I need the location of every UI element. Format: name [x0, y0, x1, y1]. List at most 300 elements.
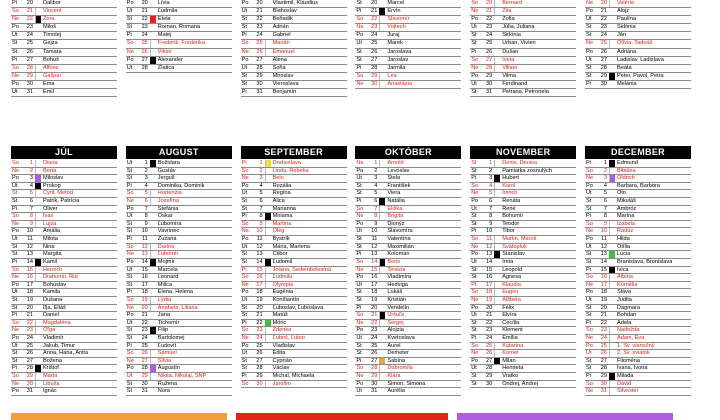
day-number: 8 — [259, 213, 263, 220]
weekday: Po — [12, 175, 19, 182]
nameday: Izabela — [616, 220, 636, 227]
nameday: Berta — [43, 167, 57, 174]
weekday: Pi — [356, 198, 362, 205]
day-number: 9 — [603, 220, 607, 227]
weekday: St — [471, 32, 477, 39]
day-marker — [265, 160, 271, 167]
legend-bar-red — [236, 413, 448, 420]
weekday: St — [241, 198, 247, 205]
day-row — [585, 282, 691, 290]
nameday: Cyril, Metod — [43, 190, 73, 197]
day-number: 14 — [141, 258, 148, 265]
day-row — [126, 358, 232, 366]
nameday: Hedviga — [387, 281, 408, 288]
day-marker — [150, 388, 156, 395]
day-row — [11, 24, 117, 32]
day-number: 21 — [26, 312, 33, 319]
day-marker — [35, 206, 41, 213]
weekday: Ut — [356, 335, 362, 342]
day-row — [585, 305, 691, 313]
nameday: Vladimír — [43, 335, 64, 342]
weekday: Pi — [126, 236, 132, 243]
month-column — [470, 146, 576, 396]
day-number: 30 — [485, 380, 493, 387]
weekday: Št — [356, 56, 362, 63]
nameday: Nina — [43, 243, 55, 250]
day-number: 30 — [600, 380, 607, 387]
day-marker — [494, 213, 500, 220]
day-marker — [35, 236, 41, 243]
day-row — [241, 73, 347, 81]
day-marker — [379, 160, 385, 167]
day-marker — [265, 267, 271, 274]
day-number: 27 — [256, 357, 263, 364]
nameday: Alena — [272, 56, 287, 63]
day-row — [355, 198, 461, 206]
nameday: Ondrej, Andrej — [502, 380, 538, 387]
day-marker — [35, 327, 41, 334]
day-marker — [609, 160, 615, 167]
day-row — [241, 89, 347, 97]
weekday: Pi — [471, 228, 477, 235]
day-marker — [265, 183, 271, 190]
day-number: 17 — [485, 281, 493, 288]
month-header: NOVEMBER — [470, 146, 576, 159]
weekday: So — [126, 190, 134, 197]
day-number: 27 — [600, 357, 607, 364]
nameday: Jaroslava — [387, 48, 412, 55]
day-marker — [150, 8, 156, 15]
day-number: 20 — [371, 304, 378, 311]
weekday: Ut — [12, 236, 18, 243]
weekday: Št — [241, 205, 247, 212]
nameday: Anna, Hana, Anita — [43, 350, 89, 357]
nameday: Félix — [502, 304, 514, 311]
weekday: So — [241, 40, 249, 47]
day-number: 12 — [485, 243, 493, 250]
day-marker — [609, 168, 615, 175]
day-marker — [150, 206, 156, 213]
day-number: 30 — [141, 380, 148, 387]
month-header: SEPTEMBER — [241, 146, 347, 159]
nameday: Daniel — [43, 312, 59, 319]
day-marker — [379, 213, 385, 220]
nameday: Dobromila — [387, 365, 413, 372]
day-marker — [379, 183, 385, 190]
weekday: Pi — [126, 289, 132, 296]
weekday: St — [471, 160, 477, 166]
weekday: So — [356, 258, 364, 265]
nameday: Urban, Vivien — [502, 40, 536, 47]
weekday: Ne — [356, 24, 364, 31]
day-number: 16 — [141, 274, 148, 281]
nameday: Kornel — [502, 350, 519, 357]
nameday: Levoslav — [387, 167, 410, 174]
weekday: Ne — [356, 80, 364, 87]
nameday: Natália — [387, 198, 405, 205]
weekday: St — [241, 251, 247, 258]
nameday: Ľuboš, Ľubor — [272, 335, 306, 342]
day-row — [126, 24, 232, 32]
day-marker — [265, 190, 271, 197]
day-row — [11, 297, 117, 305]
day-number: 20 — [141, 304, 148, 311]
day-row — [241, 282, 347, 290]
weekday: Ut — [471, 258, 477, 265]
day-row — [355, 73, 461, 81]
weekday: Po — [12, 281, 19, 288]
weekday: Ne — [12, 327, 20, 334]
weekday: Pi — [241, 32, 247, 39]
weekday: Pi — [241, 319, 247, 326]
day-row — [585, 274, 691, 282]
weekday: Po — [585, 342, 593, 349]
nameday: Ervín — [387, 8, 401, 15]
day-row — [355, 259, 461, 267]
day-marker — [494, 32, 500, 39]
day-row — [470, 32, 576, 40]
nameday: Libuša — [43, 380, 60, 387]
day-row — [470, 305, 576, 313]
weekday: Ne — [241, 228, 249, 235]
day-row — [470, 343, 576, 351]
nameday: Peter, Pavol, Petra — [616, 72, 664, 79]
month-column — [11, 146, 117, 396]
day-number: 6 — [144, 198, 148, 205]
day-number: 20 — [26, 0, 33, 6]
nameday: Václav — [272, 365, 290, 372]
day-number: 1 — [489, 160, 493, 166]
day-row — [11, 282, 117, 290]
weekday: Po — [126, 205, 134, 212]
nameday: Kvetoslava — [387, 335, 415, 342]
day-row — [126, 327, 232, 335]
day-number: 18 — [371, 289, 378, 296]
nameday: Martin, Maroš — [502, 236, 537, 243]
day-row — [11, 358, 117, 366]
day-number: 15 — [256, 266, 263, 273]
day-marker — [494, 327, 500, 334]
day-marker — [494, 244, 500, 251]
nameday: Beáta — [616, 64, 632, 71]
weekday: Ne — [471, 190, 479, 197]
weekday: St — [471, 373, 477, 380]
day-number: 26 — [485, 48, 493, 55]
day-row — [585, 168, 691, 176]
day-row — [585, 365, 691, 373]
nameday: Jozefína — [157, 198, 179, 205]
day-row — [126, 320, 232, 328]
weekday: Pi — [241, 213, 247, 220]
nameday: Bernard — [502, 0, 523, 6]
nameday: Lukáš — [387, 289, 403, 296]
day-number: 27 — [600, 56, 607, 63]
weekday: Ut — [471, 205, 477, 212]
day-number: 5 — [374, 190, 378, 197]
day-marker — [150, 373, 156, 380]
nameday: Dušana — [43, 296, 63, 303]
nameday: Blahoslav — [272, 8, 297, 15]
weekday: Št — [241, 365, 247, 372]
day-row — [470, 350, 576, 358]
day-row — [241, 320, 347, 328]
nameday: Viera — [387, 190, 401, 197]
weekday: Št — [471, 167, 477, 174]
weekday: Ut — [585, 56, 592, 63]
day-marker — [379, 305, 385, 312]
day-marker — [609, 40, 615, 47]
day-marker — [150, 213, 156, 220]
day-marker — [494, 8, 500, 15]
day-marker — [150, 305, 156, 312]
day-number: 20 — [485, 0, 493, 6]
day-row — [585, 32, 691, 40]
day-row — [585, 183, 691, 191]
weekday: St — [241, 16, 247, 23]
nameday: Paulína — [616, 16, 636, 23]
weekday: Št — [12, 357, 18, 364]
nameday: Kamila — [43, 289, 61, 296]
nameday: Henrieta — [502, 365, 524, 372]
day-marker — [494, 320, 500, 327]
day-marker — [494, 190, 500, 197]
day-row — [11, 40, 117, 48]
day-marker — [609, 251, 615, 258]
day-number: 22 — [371, 319, 378, 326]
month-header: DECEMBER — [585, 146, 691, 159]
weekday: So — [471, 56, 479, 63]
nameday: Ferdinand — [502, 80, 528, 87]
day-number: 31 — [26, 388, 33, 395]
day-row — [470, 335, 576, 343]
day-number: 26 — [26, 350, 33, 357]
day-number: 27 — [485, 357, 493, 364]
day-row — [470, 381, 576, 389]
nameday: Margita — [43, 251, 62, 258]
day-row — [355, 289, 461, 297]
day-marker — [150, 40, 156, 47]
nameday: Gustáv — [157, 167, 176, 174]
nameday: Katarína — [502, 342, 524, 349]
weekday: Ut — [471, 24, 477, 31]
day-row — [585, 373, 691, 381]
day-number: 16 — [371, 274, 378, 281]
month-column — [585, 0, 691, 97]
day-number: 15 — [26, 266, 33, 273]
day-row — [241, 81, 347, 89]
day-row — [241, 16, 347, 24]
weekday: Ut — [471, 365, 477, 372]
month-header: OKTÓBER — [355, 146, 461, 159]
day-marker — [265, 8, 271, 15]
weekday: So — [12, 319, 19, 326]
day-row — [241, 24, 347, 32]
month-column — [470, 0, 576, 97]
day-row — [126, 282, 232, 290]
day-row — [355, 343, 461, 351]
weekday: Po — [241, 342, 249, 349]
day-row — [585, 335, 691, 343]
weekday: Pi — [585, 213, 591, 220]
day-marker — [494, 305, 500, 312]
day-number: 29 — [256, 373, 263, 380]
day-number: 18 — [26, 289, 33, 296]
nameday: Júlia, Juliana — [502, 24, 535, 31]
nameday: Etela — [157, 16, 171, 23]
day-number: 24 — [141, 32, 148, 39]
day-row — [470, 0, 576, 8]
day-row — [11, 73, 117, 81]
nameday: Marianna — [272, 205, 296, 212]
nameday: Michal, Michaela — [272, 373, 315, 380]
nameday: Lea — [387, 72, 397, 79]
day-number: 28 — [600, 64, 607, 71]
day-row — [355, 274, 461, 282]
day-number: 10 — [141, 228, 148, 235]
weekday: Po — [471, 198, 479, 205]
day-marker — [150, 343, 156, 350]
nameday: Soňa — [272, 64, 286, 71]
nameday: Milan — [502, 357, 516, 364]
day-number: 25 — [141, 40, 148, 47]
day-row — [241, 251, 347, 259]
day-number: 20 — [600, 304, 607, 311]
day-number: 10 — [485, 228, 493, 235]
nameday: Ladislav, Ladislava — [616, 56, 664, 63]
weekday: Pi — [471, 335, 477, 342]
weekday: St — [126, 274, 133, 281]
day-row — [355, 49, 461, 57]
day-row — [585, 388, 691, 396]
day-row — [355, 327, 461, 335]
day-marker — [150, 251, 156, 258]
day-marker — [35, 168, 41, 175]
day-row — [241, 373, 347, 381]
weekday: Št — [126, 228, 133, 235]
day-number: 22 — [141, 319, 148, 326]
day-marker — [265, 365, 271, 372]
day-row — [11, 343, 117, 351]
weekday: Ne — [356, 160, 364, 166]
day-row — [241, 183, 347, 191]
weekday: Št — [126, 24, 133, 31]
day-marker — [494, 274, 500, 281]
nameday: Arnold — [387, 160, 404, 166]
weekday: Ne — [585, 40, 594, 47]
nameday: Eliška — [387, 205, 403, 212]
day-number: 27 — [256, 56, 263, 63]
day-row — [470, 16, 576, 24]
nameday: Iveta — [502, 56, 515, 63]
day-row — [470, 198, 576, 206]
day-row — [126, 388, 232, 396]
day-marker — [494, 289, 500, 296]
day-marker — [494, 297, 500, 304]
day-marker — [35, 365, 41, 372]
weekday: So — [356, 312, 364, 319]
day-row — [585, 16, 691, 24]
day-number: 30 — [26, 380, 33, 387]
day-number: 14 — [256, 258, 263, 265]
day-row — [355, 335, 461, 343]
nameday: Božena — [43, 357, 62, 364]
weekday: So — [356, 205, 364, 212]
nameday: Kornélia — [616, 281, 638, 288]
day-number: 26 — [371, 350, 378, 357]
weekday: Ut — [471, 312, 477, 319]
day-row — [126, 251, 232, 259]
day-marker — [150, 65, 156, 72]
day-row — [470, 65, 576, 73]
day-number: 23 — [600, 327, 607, 334]
day-marker — [379, 221, 385, 228]
day-number: 17 — [141, 281, 148, 288]
day-number: 23 — [26, 24, 33, 31]
day-marker — [150, 0, 156, 7]
nameday: Zuzana — [157, 236, 177, 243]
nameday: Darina — [157, 243, 175, 250]
nameday: Leonard — [157, 274, 179, 281]
day-marker — [150, 312, 156, 319]
day-marker — [494, 358, 500, 365]
day-marker — [265, 49, 271, 56]
day-number: 5 — [603, 190, 607, 197]
day-marker — [35, 244, 41, 251]
weekday: Po — [12, 24, 19, 31]
day-number: 2 — [29, 167, 33, 174]
nameday: Ľudovít — [157, 342, 177, 349]
day-row — [355, 282, 461, 290]
nameday: Demeter — [387, 350, 409, 357]
weekday: So — [126, 40, 134, 47]
nameday: Amália — [43, 228, 61, 235]
weekday: Po — [585, 8, 593, 15]
day-marker — [494, 282, 500, 289]
nameday: Ľubomíra — [157, 220, 182, 227]
nameday: Filip — [157, 327, 169, 334]
day-marker — [379, 16, 385, 23]
nameday: Marta — [43, 373, 58, 380]
nameday: Konštantín — [272, 296, 300, 303]
nameday: Zdenka — [272, 327, 292, 334]
nameday: Melánia — [616, 80, 637, 87]
day-marker — [609, 16, 615, 23]
day-marker — [265, 343, 271, 350]
day-marker — [35, 335, 41, 342]
day-row — [355, 57, 461, 65]
day-marker — [150, 289, 156, 296]
day-row — [11, 289, 117, 297]
weekday: Ne — [471, 8, 479, 15]
weekday: Ne — [471, 350, 479, 357]
day-number: 13 — [256, 251, 263, 258]
nameday: Zora — [43, 16, 55, 23]
nameday: Miloslav — [43, 175, 64, 182]
day-number: 19 — [141, 296, 148, 303]
day-row — [585, 289, 691, 297]
day-row — [470, 73, 576, 81]
nameday: Petrana, Petronela — [502, 89, 549, 96]
day-row — [585, 350, 691, 358]
second-half-months-grid — [11, 146, 691, 396]
day-number: 3 — [29, 175, 33, 182]
day-number: 13 — [600, 251, 607, 258]
day-number: 25 — [485, 40, 493, 47]
day-row — [470, 168, 576, 176]
day-row — [470, 190, 576, 198]
day-number: 26 — [26, 48, 33, 55]
weekday: Pi — [12, 205, 17, 212]
